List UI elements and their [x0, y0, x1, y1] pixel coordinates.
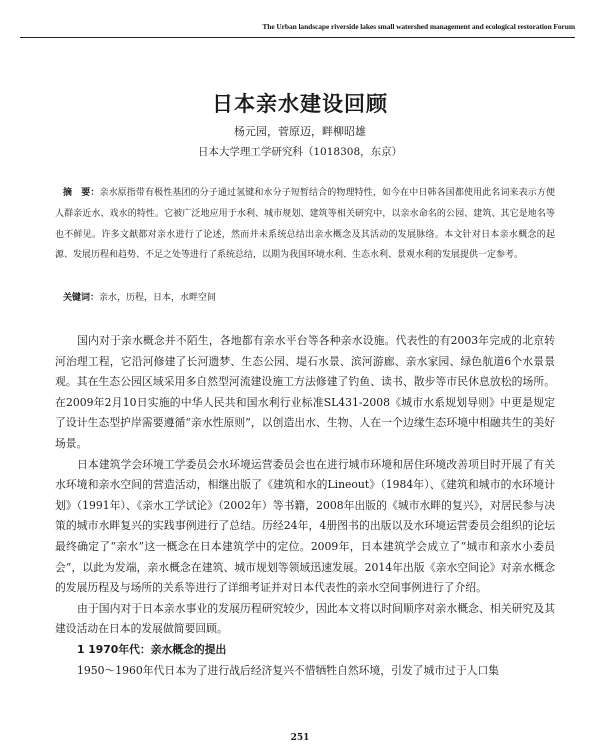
section-heading: 1 1970年代：亲水概念的提出 [77, 642, 227, 656]
paper-affiliation: 日本大学理工学研究科（1018308，东京） [197, 146, 403, 158]
keywords [63, 290, 543, 303]
keywords-text: 亲水，历程，日本，水畔空间 [99, 293, 217, 303]
running-header: The Urban landscape riverside lakes small watershed management and ecological restoration Forum [262, 22, 575, 31]
abstract-text: 亲水原指带有极性基团的分子通过氢键和水分子短暂结合的物理特性，如今在中日韩各国都使用此名词来表示方便人群亲近水、戏水的特性。它被广泛地应用于水利、城市规划、建筑等相关研究中，以亲水命名的公园、建筑、其它是地名等也不鲜见。许多文献都对亲水进行了论述，然而并未系统总结出亲水概念及其活动的发展脉络。本文针对日本亲水概念的起源、发展历程和趋势、不足之处等进行了系统总结，以期为我国环境水利、生态水利、景观水利的发展提供一定参考。 [55, 188, 555, 261]
body-paragraph: 1950～1960年代日本为了进行战后经济复兴不惜牺牲自然环境，引发了城市过于人口集 [77, 663, 500, 677]
paper-authors: 杨元园，菅原迈，畔柳昭雄 [234, 125, 366, 138]
abstract [55, 183, 555, 266]
page-number: 251 [290, 733, 310, 743]
abstract-label: 摘 要： [63, 188, 100, 198]
paper-title: 日本亲水建设回顾 [212, 92, 388, 116]
body-text [55, 331, 555, 681]
body-paragraph: 日本建筑学会环境工学委员会水环境运营委员会也在进行城市环境和居住环境改善项目时开展了有关水环境和亲水空间的营造活动，相继出版了《建筑和水的Lineout》（1984年）、《建筑和城市的水环境计划》（1991年）、《亲水工学试论》（2002年）等书籍，2008年出版的《城市水畔的复兴》，对居民参与决策的城市水畔复兴的实践事例进行了总结。历经24年，4册图书的出版以及水环境运营委员会组织的论坛最终确定了“亲水”这一概念在日本建筑学中的定位。2009年，日本建筑学会成立了“城市和亲水小委员会”，以此为发端，亲水概念在建筑、城市规划等领域迅速发展。2014年出版《亲水空间论》对亲水概念的发展历程及与场所的关系等进行了详细考证并对日本代表性的亲水空间事例进行了介绍。 [55, 457, 555, 595]
body-paragraph: 国内对于亲水概念并不陌生，各地都有亲水平台等各种亲水设施。代表性的有2003年完成的北京转河治理工程，它沿河修建了长河遗梦、生态公园、堤石水景、滨河游廊、亲水家园、绿色航道6个水景景观。其在生态公园区域采用多自然型河流建设施工方法修建了钓鱼、读书、散步等市民休息放松的场所。在2009年2月10日实施的中华人民共和国水利行业标准SL431-2008《城市水系规划导则》中更是规定了设计生态型护岸需要遵循“亲水性原则”，以创造出水、生物、人在一个边缘生态环境中相融共生的美好场景。 [55, 334, 555, 450]
body-paragraph: 由于国内对于日本亲水事业的发展历程研究较少，因此本文将以时间顺序对亲水概念、相关研究及其建设活动在日本的发展做简要回顾。 [55, 601, 555, 636]
header-rule [20, 37, 575, 38]
keywords-label: 关键词： [63, 293, 100, 303]
